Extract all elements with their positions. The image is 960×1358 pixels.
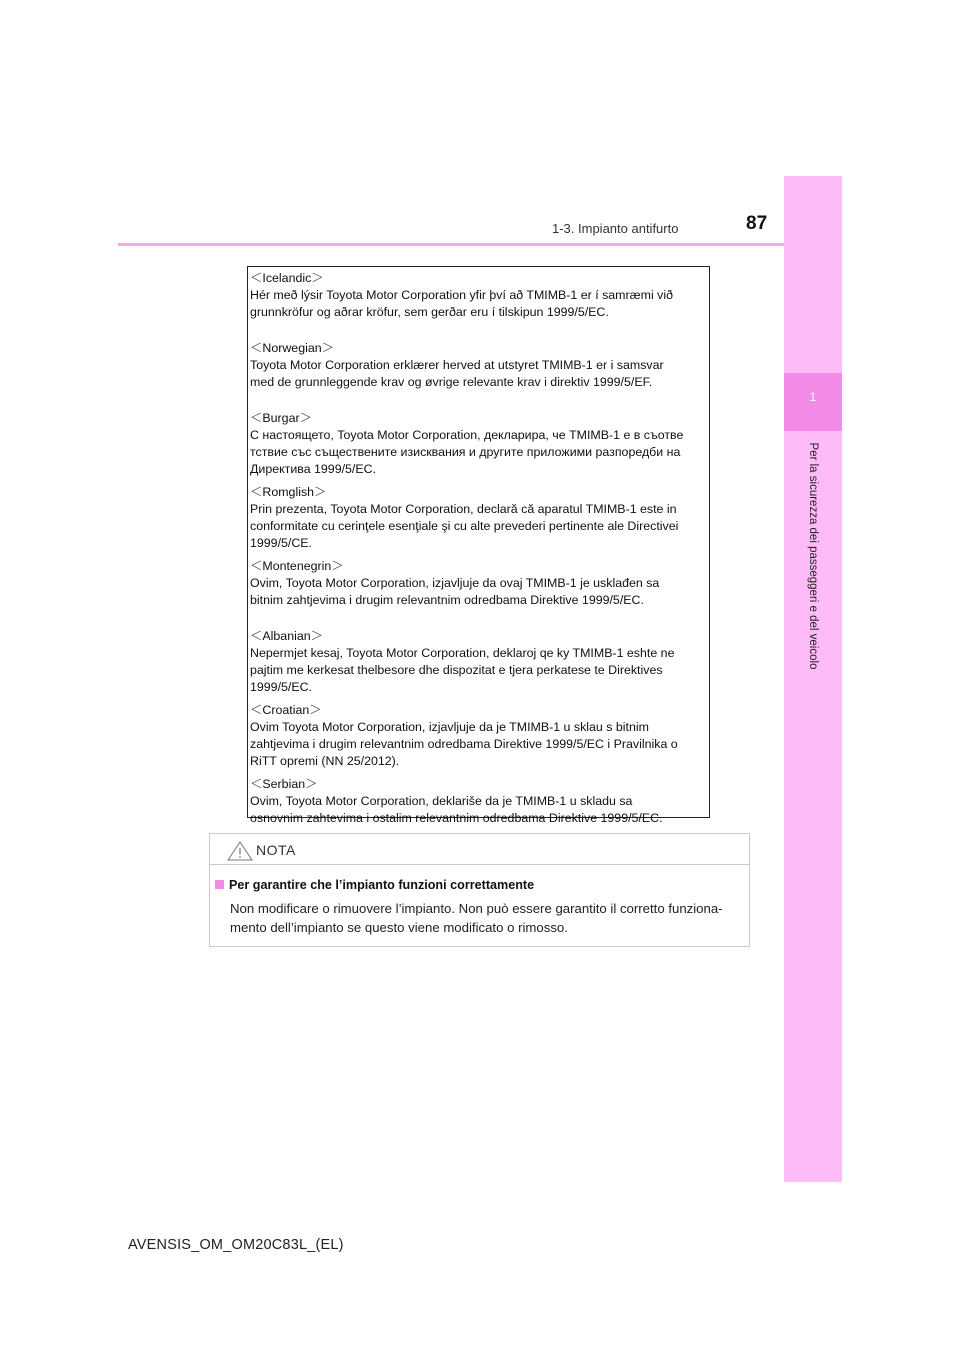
note-heading-text: Per garantire che l’impianto funzioni correttamente: [229, 878, 535, 892]
declaration-norwegian: [250, 340, 709, 391]
declaration-language: ＜Norwegian＞: [250, 341, 335, 355]
warning-triangle-icon: [227, 841, 253, 861]
declaration-language: ＜Burgar＞: [250, 411, 312, 425]
declaration-albanian: [250, 628, 709, 696]
declaration-icelandic: [250, 270, 709, 321]
note-heading: [215, 878, 534, 892]
declaration-line: 1999/5/EC.: [250, 680, 312, 694]
document-code: AVENSIS_OM_OM20C83L_(EL): [128, 1237, 344, 1253]
note-box: [209, 833, 750, 947]
declaration-serbian: [250, 776, 709, 827]
declaration-line: RiTT opremi (NN 25/2012).: [250, 754, 400, 768]
declaration-line: osnovnim zahtevima i ostalim relevantnim odredbama Direktive 1999/5/EC.: [250, 811, 663, 825]
declaration-language: ＜Croatian＞: [250, 703, 322, 717]
side-tab-label: Per la sicurezza dei passeggeri e del veicolo: [807, 442, 819, 670]
declaration-line: Ovim, Toyota Motor Corporation, izjavljuje da ovaj TMIMB-1 je usklađen sa: [250, 576, 660, 590]
declaration-montenegrin: [250, 558, 709, 609]
declarations-box: [247, 266, 710, 825]
note-header: [210, 834, 749, 865]
declaration-language: ＜Romglish＞: [250, 485, 327, 499]
declaration-line: Ovim, Toyota Motor Corporation, deklariše da je TMIMB-1 u skladu sa: [250, 794, 633, 808]
note-text: [230, 899, 750, 937]
section-title: 1-3. Impianto antifurto: [552, 221, 679, 236]
header-rule: [118, 243, 786, 246]
declaration-line: zahtjevima i drugim relevantnim odredbama Direktive 1999/5/EC i Pravilnika o: [250, 737, 678, 751]
chapter-number: 1: [809, 390, 817, 404]
declaration-line: Prin prezenta, Toyota Motor Corporation, declară că aparatul TMIMB-1 este in: [250, 502, 677, 516]
declaration-language: ＜Montenegrin＞: [250, 559, 344, 573]
declaration-language: ＜Icelandic＞: [250, 271, 324, 285]
note-label: NOTA: [256, 842, 296, 858]
side-tab: [784, 176, 842, 1182]
declaration-burgar: [250, 410, 709, 478]
declaration-line: med de grunnleggende krav og øvrige relevante krav i direktiv 1999/5/EF.: [250, 375, 653, 389]
note-text-line: Non modificare o rimuovere l’impianto. Non può essere garantito il corretto funziona-: [230, 901, 723, 916]
note-text-line: mento dell’impianto se questo viene modificato o rimosso.: [230, 920, 568, 935]
declaration-romglish: [250, 484, 709, 552]
declaration-line: 1999/5/CE.: [250, 536, 312, 550]
declaration-line: bitnim zahtjevima i drugim relevantnim odredbama Direktive 1999/5/EC.: [250, 593, 644, 607]
declaration-line: Hér með lýsir Toyota Motor Corporation yfir því að TMIMB-1 er í samræmi við: [250, 288, 674, 302]
square-bullet-icon: [215, 880, 224, 889]
declaration-line: grunnkröfur og aðrar kröfur, sem gerðar eru í tilskipun 1999/5/EC.: [250, 305, 609, 319]
declaration-line: pajtim me kerkesat thelbesore dhe dispozitat e tjera perkatese te Direktives: [250, 663, 663, 677]
page-number: 87: [746, 213, 768, 234]
declaration-line: Директива 1999/5/EC.: [250, 462, 377, 476]
declaration-line: Nepermjet kesaj, Toyota Motor Corporation, deklaroj qe ky TMIMB-1 eshte ne: [250, 646, 675, 660]
declaration-line: С настоящето, Toyota Motor Corporation, декларира, че TMIMB-1 е в съотве: [250, 428, 684, 442]
declaration-croatian: [250, 702, 709, 770]
declaration-line: conformitate cu cerinţele esenţiale şi cu alte prevederi pertinente ale Directivei: [250, 519, 679, 533]
declaration-line: Ovim Toyota Motor Corporation, izjavljuje da je TMIMB-1 u sklau s bitnim: [250, 720, 649, 734]
declaration-line: тствие със съществените изисквания и другите приложими разпоредби на: [250, 445, 681, 459]
declaration-line: Toyota Motor Corporation erklærer herved at utstyret TMIMB-1 er i samsvar: [250, 358, 664, 372]
declaration-language: ＜Albanian＞: [250, 629, 324, 643]
declaration-language: ＜Serbian＞: [250, 777, 318, 791]
